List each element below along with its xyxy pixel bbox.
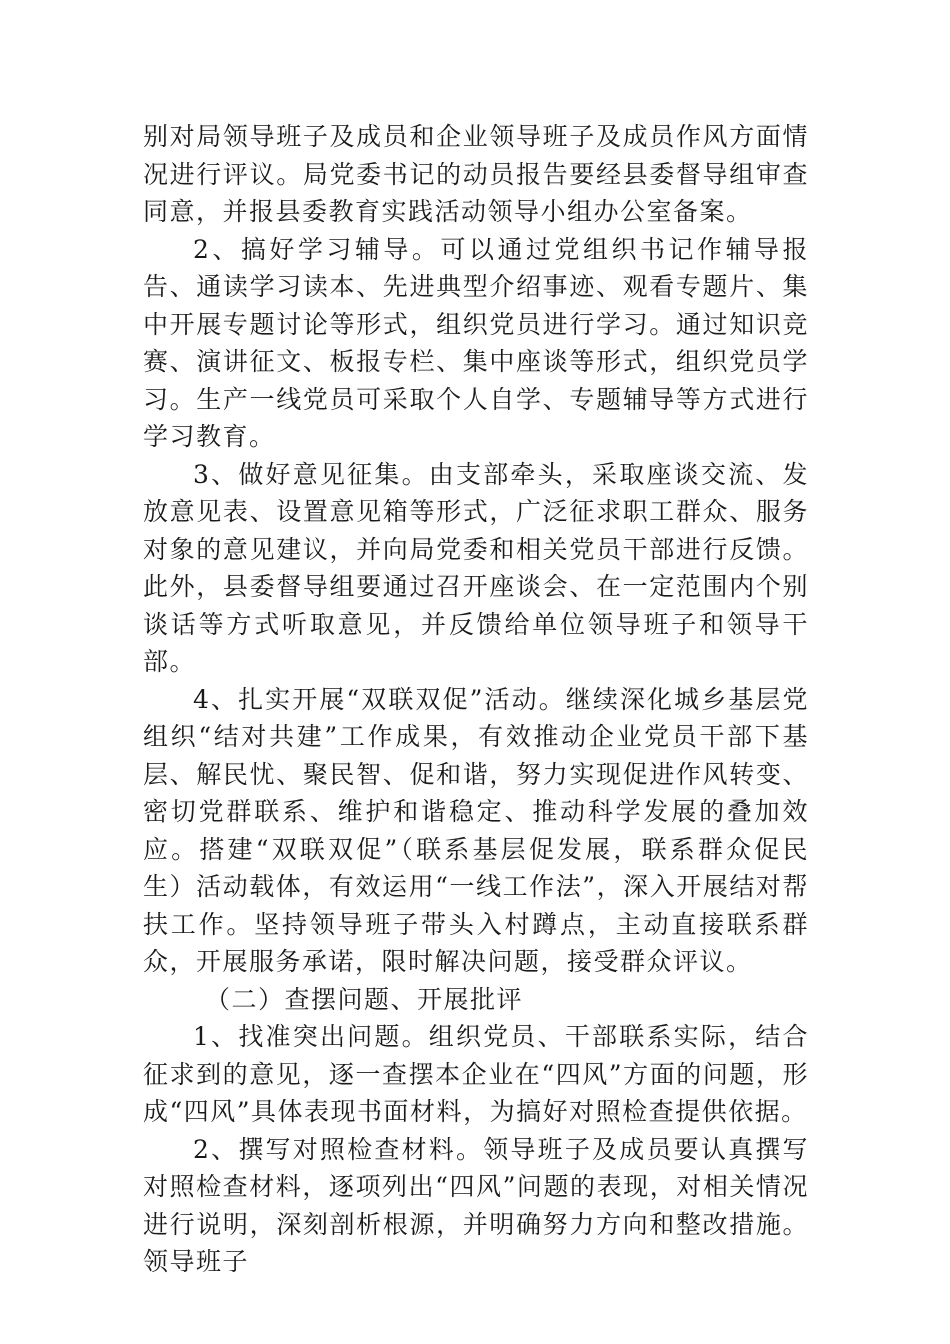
paragraph-identify-problems: 1、找准突出问题。组织党员、干部联系实际，结合征求到的意见，逐一查摆本企业在“四风”方面的问题，形成“四风”具体表现书面材料，为搞好对照检查提供依据。: [143, 1022, 809, 1126]
document-body: [143, 118, 809, 1281]
paragraph-continuation: 别对局领导班子及成员和企业领导班子及成员作风方面情况进行评议。局党委书记的动员报告要经县委督导组审查同意，并报县委教育实践活动领导小组办公室备案。: [143, 122, 809, 226]
paragraph-opinion-collection: 3、做好意见征集。由支部牵头，采取座谈交流、发放意见表、设置意见箱等形式，广泛征求职工群众、服务对象的意见建议，并向局党委和相关党员干部进行反馈。此外，县委督导组要通过召开座谈会、在一定范围内个别谈话等方式听取意见，并反馈给单位领导班子和领导干部。: [143, 459, 809, 676]
paragraph-study-guidance: 2、搞好学习辅导。可以通过党组织书记作辅导报告、通读学习读本、先进典型介绍事迹、观看专题片、集中开展专题讨论等形式，组织党员进行学习。通过知识竞赛、演讲征文、板报专栏、集中座谈等形式，组织党员学习。生产一线党员可采取个人自学、专题辅导等方式进行学习教育。: [143, 234, 809, 451]
section-heading: （二）查摆问题、开展批评: [205, 984, 524, 1014]
paragraph-inspection-materials: 2、撰写对照检查材料。领导班子及成员要认真撰写对照检查材料，逐项列出“四风”问题的表现，对相关情况进行说明，深刻剖析根源，并明确努力方向和整改措施。领导班子: [143, 1134, 809, 1276]
paragraph-shuanglian-activity: 4、扎实开展“双联双促”活动。继续深化城乡基层党组织“结对共建”工作成果，有效推动企业党员干部下基层、解民忧、聚民智、促和谐，努力实现促进作风转变、密切党群联系、维护和谐稳定、推动科学发展的叠加效应。搭建“双联双促”（联系基层促发展，联系群众促民生）活动载体，有效运用“一线工作法”，深入开展结对帮扶工作。坚持领导班子带头入村蹲点，主动直接联系群众，开展服务承诺，限时解决问题，接受群众评议。: [143, 684, 809, 976]
